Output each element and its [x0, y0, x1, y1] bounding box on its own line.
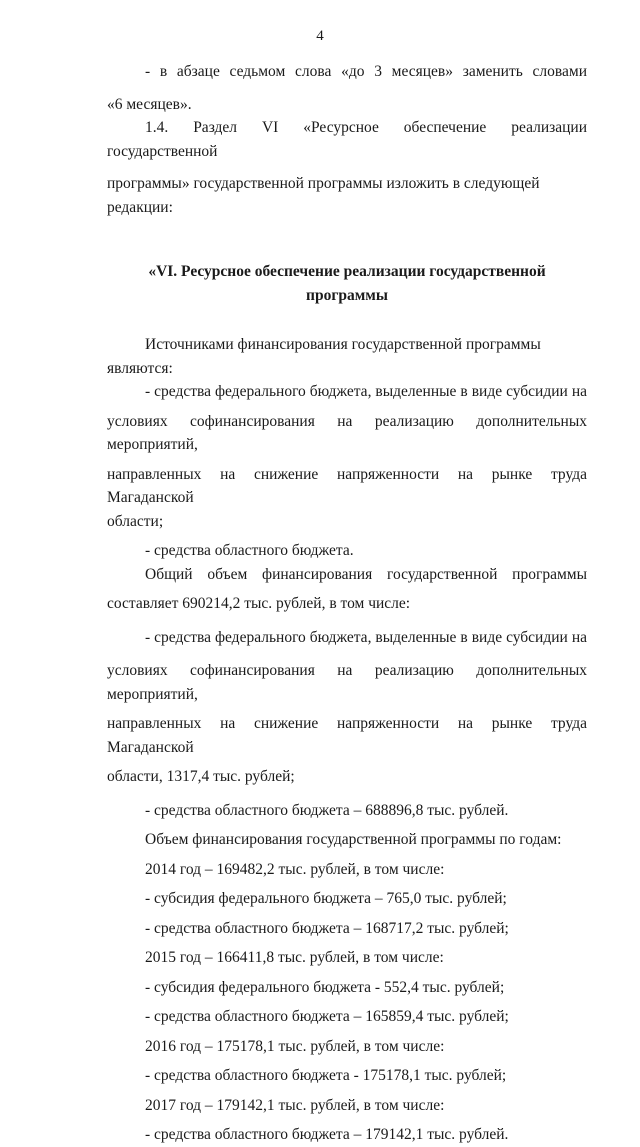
section-heading: «VI. Ресурсное обеспечение реализации государственной программы — [148, 263, 546, 304]
text-line: программы» государственной программы изложить в следующей редакции: — [107, 175, 540, 216]
text-line: «6 месяцев». — [107, 95, 192, 113]
text-line: - в абзаце седьмом слова «до 3 месяцев» заменить словами — [145, 63, 587, 80]
text-line: области, 1317,4 тыс. рублей; — [107, 768, 295, 785]
page-number: 4 — [316, 28, 324, 44]
text-line: - средства федерального бюджета, выделенные в виде субсидии на — [145, 383, 587, 400]
text-line: условиях софинансирования на реализацию дополнительных мероприятий, — [107, 662, 587, 703]
year-line: - субсидия федерального бюджета – 765,0 тыс. рублей; — [145, 890, 507, 907]
year-line: 2017 год – 179142,1 тыс. рублей, в том числе: — [145, 1096, 445, 1114]
text-line: области; — [107, 512, 164, 530]
text-line: Объем финансирования государственной программы по годам: — [145, 831, 562, 848]
funding-by-years — [107, 828, 587, 1147]
year-line: - средства областного бюджета - 175178,1 тыс. рублей; — [145, 1067, 507, 1084]
document-body — [107, 60, 587, 1147]
text-line: направленных на снижение напряженности на рынке труда Магаданской — [107, 465, 587, 506]
text-line: условиях софинансирования на реализацию дополнительных мероприятий, — [107, 412, 587, 453]
text-line: - средства областного бюджета – 688896,8 тыс. рублей. — [145, 801, 509, 819]
year-line: - средства областного бюджета – 179142,1 тыс. рублей. — [145, 1126, 509, 1143]
text-line: - средства федерального бюджета, выделенные в виде субсидии на — [145, 628, 587, 646]
text-line: Источниками финансирования государственной программы являются: — [107, 336, 541, 377]
year-line: - средства областного бюджета – 168717,2 тыс. рублей; — [145, 919, 509, 937]
funding-sources — [107, 333, 587, 563]
year-line: 2014 год – 169482,2 тыс. рублей, в том числе: — [145, 860, 445, 878]
paragraph-section-replace — [107, 116, 587, 219]
text-line: 1.4. Раздел VI «Ресурсное обеспечение реализации государственной — [107, 119, 587, 160]
text-line: - средства областного бюджета. — [145, 542, 354, 559]
text-line: направленных на снижение напряженности на рынке труда Магаданской — [107, 715, 587, 756]
year-line: 2016 год – 175178,1 тыс. рублей, в том числе: — [145, 1037, 445, 1055]
text-line: составляет 690214,2 тыс. рублей, в том числе: — [107, 595, 411, 612]
total-funding — [107, 563, 587, 823]
paragraph-amendment-seventh — [107, 60, 587, 116]
year-line: 2015 год – 166411,8 тыс. рублей, в том числе: — [145, 949, 444, 966]
year-line: - средства областного бюджета – 165859,4 тыс. рублей; — [145, 1008, 509, 1025]
text-line: Общий объем финансирования государственной программы — [145, 565, 587, 583]
year-line: - субсидия федерального бюджета - 552,4 тыс. рублей; — [145, 978, 505, 996]
